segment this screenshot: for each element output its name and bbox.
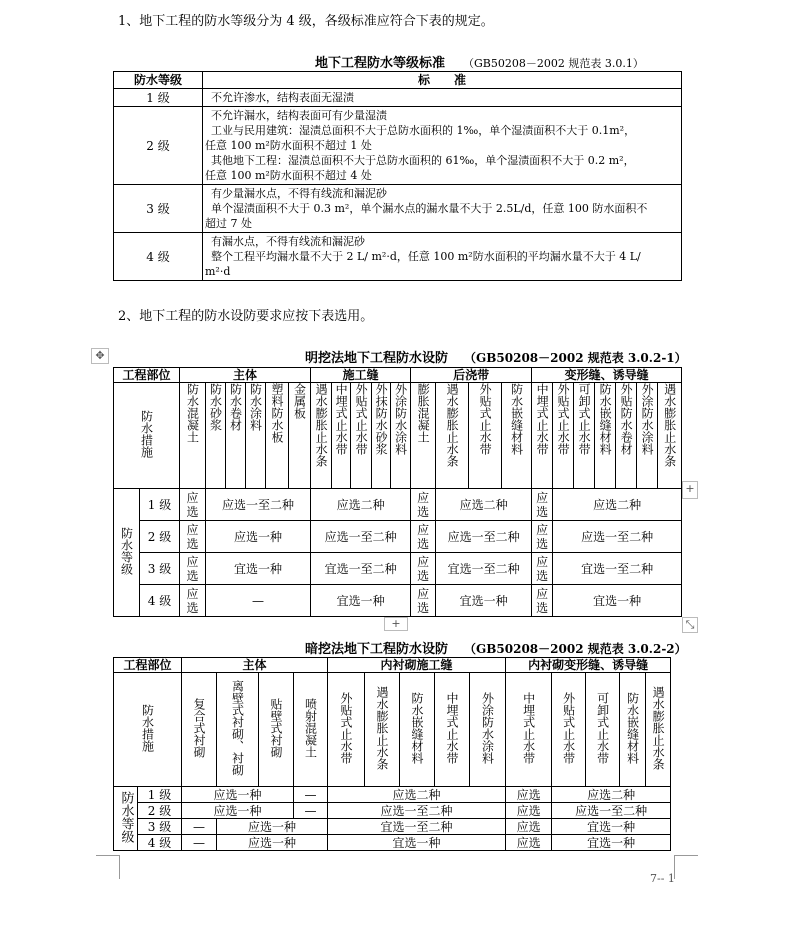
- cell: 应选一种: [182, 787, 294, 803]
- measure-text: 外抹防水砂浆: [374, 383, 389, 455]
- group-main: 主体: [180, 368, 311, 383]
- header-standard: 标 准: [203, 72, 682, 89]
- cell: 应选一至二种: [328, 803, 506, 819]
- measure-text: 可卸式止水带: [595, 692, 610, 764]
- measure-text: 外贴式止水带: [556, 383, 571, 455]
- measure-text: 防水嵌缝材料: [598, 383, 613, 455]
- measure-text: 中埋式止水带: [521, 692, 536, 764]
- open-cut-design-table: [113, 367, 682, 617]
- table-row: [114, 233, 682, 281]
- measure-col: [502, 383, 532, 489]
- table-row: [114, 185, 682, 233]
- level-cell: 4 级: [114, 233, 203, 281]
- measure-col: [506, 673, 552, 787]
- measure-col: [206, 383, 226, 489]
- cell: —: [182, 819, 217, 835]
- cell: 应选: [180, 553, 206, 585]
- level-cell: 3 级: [138, 819, 182, 835]
- measure-col: [595, 383, 616, 489]
- level-cell: 3 级: [114, 185, 203, 233]
- measure-col: [552, 673, 586, 787]
- cell: 应选: [411, 585, 436, 617]
- measure-col: [435, 673, 470, 787]
- measure-label: 防水措施: [140, 704, 155, 752]
- cell: 宜选一种: [311, 585, 411, 617]
- measure-col: [372, 383, 391, 489]
- cell: 应选二种: [328, 787, 506, 803]
- cell: 应选二种: [311, 489, 411, 521]
- cell: 应选: [506, 803, 552, 819]
- waterproof-level-table: [113, 71, 682, 281]
- level-cell: 2 级: [138, 803, 182, 819]
- measure-col: [217, 673, 259, 787]
- measure-col: [180, 383, 206, 489]
- tunnel-design-table: [113, 657, 671, 851]
- header-part: 工程部位: [114, 658, 182, 673]
- measure-col: [553, 383, 574, 489]
- standard-line: 有少量漏水点，不得有线流和漏泥砂: [211, 187, 387, 200]
- measure-text: 离壁式衬砌、衬砌: [230, 680, 245, 776]
- cell: 应选一至二种: [553, 521, 682, 553]
- measure-col: [182, 673, 217, 787]
- measure-col: [620, 673, 646, 787]
- side-level-label-cell: [114, 787, 138, 851]
- standard-cell: [203, 233, 682, 281]
- cell: 宜选一种: [436, 585, 532, 617]
- measure-col: [351, 383, 372, 489]
- measure-text: 遇水膨胀止水条: [662, 383, 677, 467]
- cell: 宜选一种: [552, 835, 671, 851]
- standard-line: 任意 100 m²防水面积不超过 1 处: [205, 139, 372, 152]
- cell: —: [182, 835, 217, 851]
- measure-col: [586, 673, 620, 787]
- cell: 应选二种: [552, 787, 671, 803]
- table-row: [114, 489, 682, 521]
- measure-col: [391, 383, 411, 489]
- measure-text: 外贴式止水带: [478, 383, 493, 455]
- measure-label-cell: [114, 383, 180, 489]
- cell: —: [206, 585, 311, 617]
- measure-text: 防水涂料: [248, 383, 263, 431]
- header-level: 防水等级: [114, 72, 203, 89]
- level-cell: 4 级: [138, 835, 182, 851]
- measure-label: 防水措施: [139, 410, 154, 458]
- measure-text: 防水卷材: [228, 383, 243, 431]
- cell: 应选一至二种: [436, 521, 532, 553]
- measure-text: 外涂防水涂料: [640, 383, 655, 455]
- cell: 应选一种: [206, 521, 311, 553]
- measure-col: [658, 383, 682, 489]
- measure-text: 外贴式止水带: [561, 692, 576, 764]
- cell: 应选: [532, 489, 553, 521]
- paragraph-intro-design: 2、地下工程的防水设防要求应按下表选用。: [118, 309, 374, 324]
- standard-line: 工业与民用建筑：湿渍总面积不大于总防水面积的 1‰，单个湿渍面积不大于 0.1m²，: [211, 124, 636, 137]
- group-post-pour-strip: 后浇带: [411, 368, 532, 383]
- group-construction-joint: 施工缝: [311, 368, 411, 383]
- measure-col: [411, 383, 436, 489]
- level-cell: 2 级: [140, 521, 180, 553]
- measure-col: [470, 673, 506, 787]
- cell: 宜选一至二种: [436, 553, 532, 585]
- level-cell: 1 级: [114, 89, 203, 107]
- measure-text: 金属板: [292, 383, 307, 419]
- page-corner-mark: [674, 855, 698, 856]
- measure-col: [311, 383, 332, 489]
- cell: 应选一至二种: [552, 803, 671, 819]
- table-row: [114, 585, 682, 617]
- measure-text: 可卸式止水带: [577, 383, 592, 455]
- table-row: [114, 553, 682, 585]
- measure-text: 外贴式止水带: [354, 383, 369, 455]
- measure-col: [266, 383, 289, 489]
- cell: —: [294, 803, 328, 819]
- cell: 宜选一种: [553, 585, 682, 617]
- cell: 应选: [180, 521, 206, 553]
- level-cell: 1 级: [138, 787, 182, 803]
- table2-ref: （GB50208－2002 规范表 3.0.2-1）: [464, 351, 687, 365]
- measure-text: 喷射混凝土: [303, 698, 318, 758]
- standard-line: 任意 100 m²防水面积不超过 4 处: [205, 169, 372, 182]
- measure-col: [469, 383, 502, 489]
- add-row-icon[interactable]: +: [384, 617, 408, 631]
- measure-text: 复合式衬砌: [192, 698, 207, 758]
- cell: 应选二种: [553, 489, 682, 521]
- level-cell: 2 级: [114, 107, 203, 185]
- cell: 应选: [411, 521, 436, 553]
- measure-text: 防水混凝土: [185, 383, 200, 443]
- measure-col: [365, 673, 400, 787]
- cell: 应选一种: [182, 803, 294, 819]
- cell: 应选一至二种: [206, 489, 311, 521]
- measure-col: [532, 383, 553, 489]
- table2-title: 明挖法地下工程防水设防: [305, 351, 449, 366]
- measure-text: 塑料防水板: [270, 383, 285, 443]
- table-row: [114, 89, 682, 107]
- measure-text: 防水嵌缝材料: [509, 383, 524, 455]
- measure-text: 遇水膨胀止水条: [314, 383, 329, 467]
- measure-label-cell: [114, 673, 182, 787]
- side-level-label: 防水等级: [118, 791, 134, 843]
- table-row: [114, 521, 682, 553]
- page-number: 7-- 1: [650, 872, 675, 885]
- cell: 应选: [532, 521, 553, 553]
- table-row: [114, 835, 671, 851]
- cell: —: [294, 787, 328, 803]
- measure-col: [616, 383, 637, 489]
- paragraph-intro-levels: 1、地下工程的防水等级分为 4 级，各级标准应符合下表的规定。: [118, 14, 494, 29]
- table1-title: 地下工程防水等级标准: [315, 56, 446, 71]
- cell: 宜选一至二种: [311, 553, 411, 585]
- measure-text: 中埋式止水带: [535, 383, 550, 455]
- measure-text: 中埋式止水带: [334, 383, 349, 455]
- table3-ref: （GB50208－2002 规范表 3.0.2-2）: [464, 642, 687, 656]
- cell: 应选: [411, 553, 436, 585]
- measure-text: 外贴防水卷材: [619, 383, 634, 455]
- cell: 应选: [411, 489, 436, 521]
- measure-col: [332, 383, 351, 489]
- standard-cell: [203, 89, 682, 107]
- measure-col: [246, 383, 266, 489]
- cell: 应选: [532, 553, 553, 585]
- standard-line: 其他地下工程：湿渍总面积不大于总防水面积的 61‰，单个湿渍面积不大于 0.2 m²，: [211, 154, 635, 167]
- table-row: [114, 787, 671, 803]
- measure-text: 膨胀混凝土: [416, 383, 431, 443]
- standard-line: 超过 7 处: [205, 217, 252, 230]
- measure-col: [436, 383, 469, 489]
- level-cell: 1 级: [140, 489, 180, 521]
- add-column-icon[interactable]: +: [682, 481, 698, 499]
- standard-line: 有漏水点，不得有线流和漏泥砂: [211, 235, 365, 248]
- side-level-label-cell: [114, 489, 140, 617]
- measure-col: [289, 383, 311, 489]
- cell: 宜选一种: [328, 835, 506, 851]
- table-row: [114, 107, 682, 185]
- table2-caption: [305, 347, 687, 366]
- cell: 应选二种: [436, 489, 532, 521]
- measure-text: 遇水膨胀止水条: [445, 383, 460, 467]
- measure-text: 外涂防水涂料: [480, 692, 495, 764]
- measure-text: 防水嵌缝材料: [625, 692, 640, 764]
- standard-line: 不允许渗水，结构表面无湿渍: [211, 91, 354, 104]
- measure-text: 遇水膨胀止水条: [375, 686, 390, 770]
- cell: 应选: [180, 585, 206, 617]
- measure-text: 外涂防水涂料: [393, 383, 408, 455]
- measure-text: 防水嵌缝材料: [410, 692, 425, 764]
- table-move-handle-icon[interactable]: ✥: [91, 348, 109, 364]
- measure-text: 遇水膨胀止水条: [651, 686, 666, 770]
- cell: 应选: [506, 819, 552, 835]
- cell: 应选: [506, 787, 552, 803]
- table3-caption: [305, 638, 687, 657]
- standard-line: 单个湿渍面积不大于 0.3 m²，单个漏水点的漏水量不大于 2.5L/d，任意 100 防水面积不: [211, 202, 648, 215]
- cell: 宜选一至二种: [328, 819, 506, 835]
- table1-ref: （GB50208－2002 规范表 3.0.1）: [463, 57, 644, 70]
- cell: 应选一至二种: [311, 521, 411, 553]
- measure-text: 防水砂浆: [208, 383, 223, 431]
- cell: 应选: [506, 835, 552, 851]
- standard-cell: [203, 107, 682, 185]
- measure-col: [646, 673, 671, 787]
- measure-col: [400, 673, 435, 787]
- cell: 应选: [180, 489, 206, 521]
- measure-col: [294, 673, 328, 787]
- standard-line: 不允许漏水，结构表面可有少量湿渍: [211, 109, 387, 122]
- cell: 宜选一种: [552, 819, 671, 835]
- group-lining-construction-joint: 内衬砌施工缝: [328, 658, 506, 673]
- cell: 应选: [532, 585, 553, 617]
- side-level-label: 防水等级: [119, 527, 134, 575]
- measure-col: [328, 673, 365, 787]
- table-row: [114, 803, 671, 819]
- table-resize-icon[interactable]: ⤡: [682, 617, 698, 633]
- measure-text: 中埋式止水带: [445, 692, 460, 764]
- measure-col: [226, 383, 246, 489]
- page-corner-mark: [96, 855, 120, 856]
- cell: 宜选一至二种: [553, 553, 682, 585]
- cell: 应选一种: [217, 835, 328, 851]
- header-part: 工程部位: [114, 368, 180, 383]
- cell: 应选一种: [217, 819, 328, 835]
- standard-cell: [203, 185, 682, 233]
- measure-col: [637, 383, 658, 489]
- group-lining-deformation-joint: 内衬砌变形缝、诱导缝: [506, 658, 671, 673]
- level-cell: 4 级: [140, 585, 180, 617]
- measure-text: 贴壁式衬砌: [269, 698, 284, 758]
- level-cell: 3 级: [140, 553, 180, 585]
- measure-text: 外贴式止水带: [339, 692, 354, 764]
- standard-line: m²·d: [205, 265, 231, 278]
- standard-line: 整个工程平均漏水量不大于 2 L/ m²·d，任意 100 m²防水面积的平均漏水量不大于 4 L/: [211, 250, 641, 263]
- table1-caption: [315, 52, 644, 71]
- table3-title: 暗挖法地下工程防水设防: [305, 642, 449, 657]
- group-main: 主体: [182, 658, 328, 673]
- cell: 宜选一种: [206, 553, 311, 585]
- page-corner-mark: [119, 855, 120, 879]
- table-row: [114, 819, 671, 835]
- group-deformation-joint: 变形缝、诱导缝: [532, 368, 682, 383]
- measure-col: [574, 383, 595, 489]
- measure-col: [259, 673, 294, 787]
